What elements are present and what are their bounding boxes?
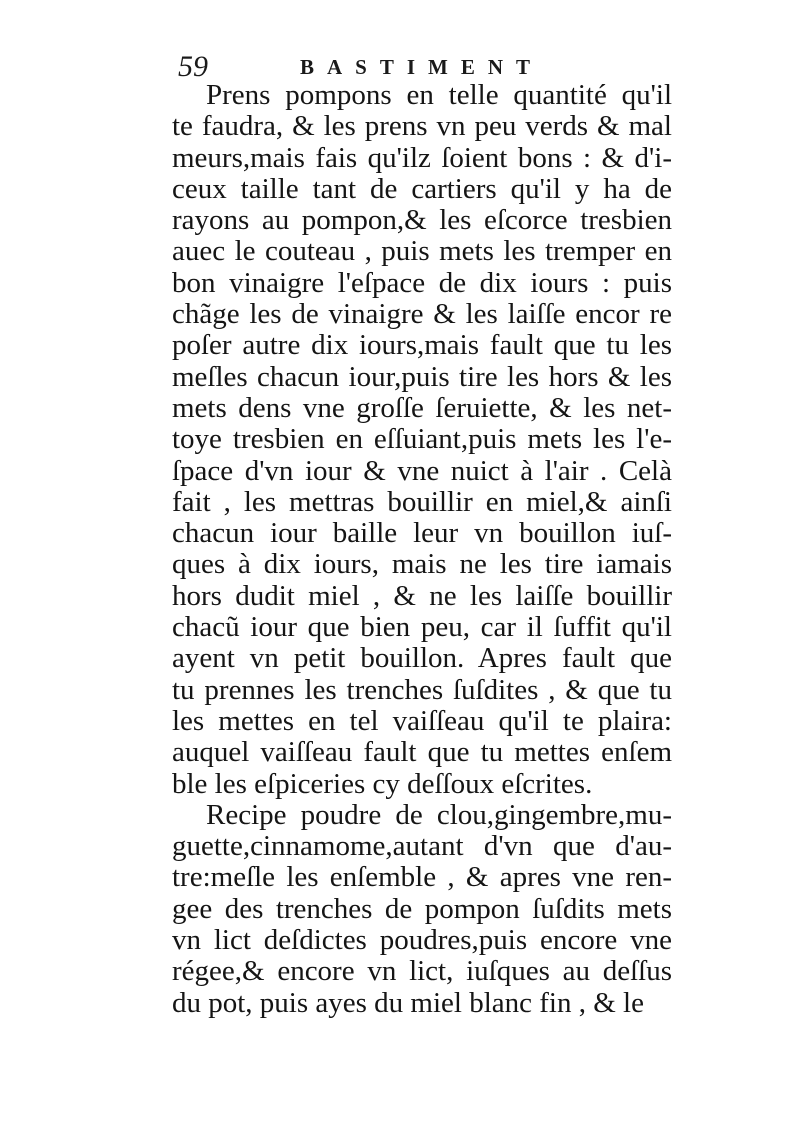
text-line: meſles chacun iour,puis tire les hors & les: [172, 360, 672, 393]
page-number: 59: [178, 50, 208, 83]
text-line: mets dens vne groſſe ſeruiette, & les net-: [172, 391, 672, 424]
text-line: ſpace d'vn iour & vne nuict à l'air . Celà: [172, 454, 672, 487]
text-line: gee des trenches de pompon ſuſdits mets: [172, 892, 672, 925]
text-line: fait , les mettras bouillir en miel,& ainſi: [172, 485, 672, 518]
text-line: Recipe poudre de clou,gingembre,mu-: [206, 798, 672, 831]
text-line: ble les eſpiceries cy deſſoux eſcrites.: [172, 767, 593, 800]
text-line: rayons au pompon,& les eſcorce tresbien: [172, 204, 672, 237]
text-line: ayent vn petit bouillon. Apres fault que: [172, 642, 672, 675]
text-line: du pot, puis ayes du miel blanc fin , & le: [172, 986, 644, 1019]
text-line: les mettes en tel vaiſſeau qu'il te plaira:: [172, 704, 672, 737]
text-line: meurs,mais fais qu'ilz ſoient bons : & d'i-: [172, 141, 672, 174]
text-line: chacun iour baille leur vn bouillon iuſ-: [172, 517, 672, 550]
running-title: BASTIMENT: [300, 55, 544, 79]
text-line: hors dudit miel , & ne les laiſſe bouillir: [172, 579, 672, 612]
text-line: chãge les de vinaigre & les laiſſe encor re: [172, 298, 672, 331]
text-line: guette,cinnamome,autant d'vn que d'au-: [172, 830, 672, 863]
text-line: vn lict deſdictes poudres,puis encore vne: [172, 924, 672, 957]
text-line: bon vinaigre l'eſpace de dix iours : puis: [172, 266, 672, 299]
text-line: Prens pompons en telle quantité qu'il: [206, 79, 672, 111]
body-text: [172, 80, 672, 1019]
text-line: poſer autre dix iours,mais fault que tu les: [172, 329, 672, 362]
text-line: auquel vaiſſeau fault que tu mettes enſem: [172, 736, 672, 769]
text-line: tre:meſle les enſemble , & apres vne ren-: [172, 861, 672, 894]
text-line: toye tresbien en eſſuiant,puis mets les l'e-: [172, 423, 672, 456]
text-line: auec le couteau , puis mets les tremper en: [172, 235, 672, 268]
text-line: ques à dix iours, mais ne les tire iamais: [172, 548, 672, 581]
text-line: te faudra, & les prens vn peu verds & mal: [172, 110, 672, 143]
text-line: chacũ iour que bien peu, car il ſuffit qu'il: [172, 611, 672, 644]
text-line: ceux taille tant de cartiers qu'il y ha de: [172, 172, 672, 205]
text-line: tu prennes les trenches ſuſdites , & que tu: [172, 673, 672, 706]
text-line: régee,& encore vn lict, iuſques au deſſus: [172, 955, 672, 988]
